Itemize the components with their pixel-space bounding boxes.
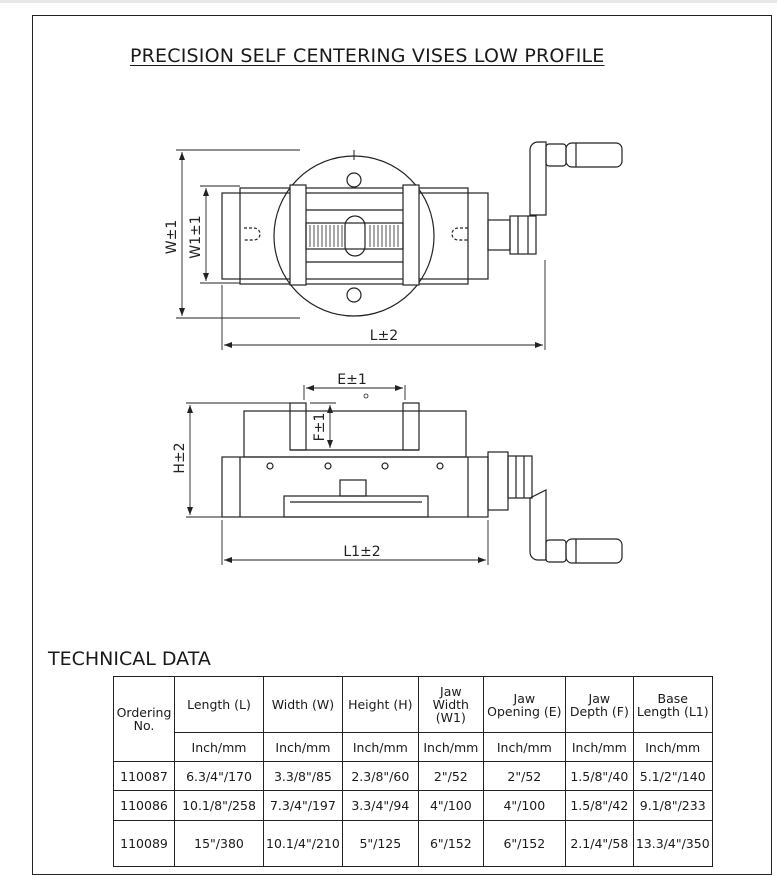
table-cell: 7.3/4"/197 [264,791,343,821]
dim-label-l1: L1±2 [343,544,381,560]
table-cell: 4"/100 [418,791,483,821]
col-header-width: Width (W) [264,677,343,733]
unit-cell: Inch/mm [483,733,565,762]
unit-cell: Inch/mm [175,733,264,762]
table-cell: 15"/380 [175,821,264,867]
table-cell: 13.3/4"/350 [633,821,712,867]
col-header-length: Length (L) [175,677,264,733]
table-cell: 1.5/8"/40 [565,762,633,791]
table-cell: 2.1/4"/58 [565,821,633,867]
table-cell: 110086 [114,791,175,821]
table-row [114,762,713,791]
table-row [114,791,713,821]
table-cell: 110089 [114,821,175,867]
vise-top-view [176,142,622,350]
dim-label-w1: W1±1 [188,215,204,259]
col-header-jaw-width: Jaw Width (W1) [418,677,483,733]
dim-label-f: F±1 [312,412,328,442]
technical-data-table [113,676,713,867]
table-cell: 6.3/4"/170 [175,762,264,791]
table-cell: 10.1/8"/258 [175,791,264,821]
col-header-base-length: Base Length (L1) [633,677,712,733]
dim-label-l: L±2 [369,328,399,344]
page-title: PRECISION SELF CENTERING VISES LOW PROFILE [130,45,605,67]
col-header-ordering-no: Ordering No. [114,677,175,762]
table-cell: 1.5/8"/42 [565,791,633,821]
table-cell: 3.3/8"/85 [264,762,343,791]
table-cell: 10.1/4"/210 [264,821,343,867]
dim-label-h: H±2 [172,442,188,474]
dim-label-e: E±1 [337,372,367,388]
table-cell: 5.1/2"/140 [633,762,712,791]
col-header-jaw-depth: Jaw Depth (F) [565,677,633,733]
col-header-height: Height (H) [342,677,418,733]
table-cell: 2"/52 [418,762,483,791]
table-cell: 6"/152 [483,821,565,867]
dim-label-w: W±1 [164,219,180,255]
table-cell: 9.1/8"/233 [633,791,712,821]
table-cell: 3.3/4"/94 [342,791,418,821]
table-cell: 5"/125 [342,821,418,867]
unit-cell: Inch/mm [264,733,343,762]
unit-cell: Inch/mm [418,733,483,762]
vise-side-view [186,385,622,565]
unit-cell: Inch/mm [565,733,633,762]
table-cell: 6"/152 [418,821,483,867]
table-units-row [114,733,713,762]
table-cell: 4"/100 [483,791,565,821]
technical-data-heading: TECHNICAL DATA [48,648,211,670]
table-header-row [114,677,713,733]
col-header-jaw-opening: Jaw Opening (E) [483,677,565,733]
unit-cell: Inch/mm [633,733,712,762]
table-cell: 2"/52 [483,762,565,791]
table-row [114,821,713,867]
table-cell: 110087 [114,762,175,791]
unit-cell: Inch/mm [342,733,418,762]
table-cell: 2.3/8"/60 [342,762,418,791]
